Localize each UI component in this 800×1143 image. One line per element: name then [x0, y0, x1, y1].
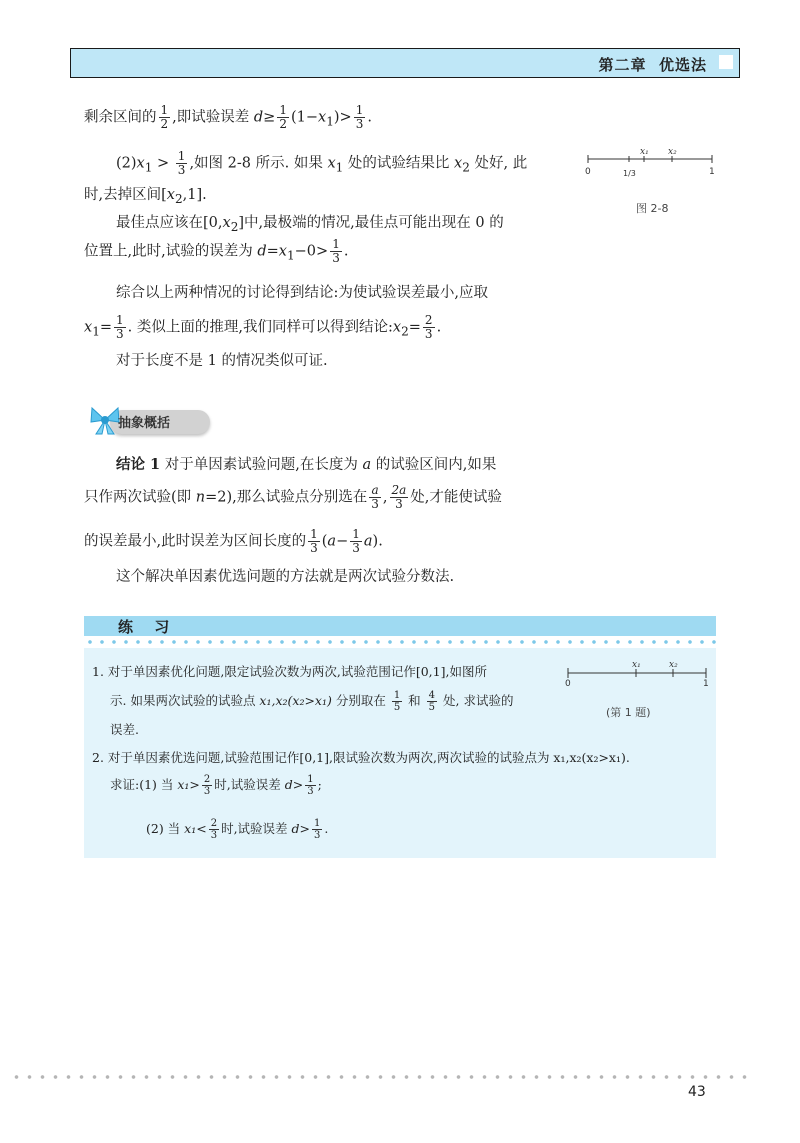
header-square-icon: [719, 55, 733, 69]
exercise-dot-divider: [84, 637, 716, 647]
fraction: $\frac{1}{3}$: [307, 774, 314, 797]
exercise-header-bar: [84, 616, 716, 636]
badge-label: 抽象概括: [118, 416, 171, 431]
fraction: $\frac{2}{3}$: [203, 774, 211, 797]
ribbon-bow-icon: [88, 404, 122, 438]
fraction: $\frac{1}{3}$: [355, 103, 364, 131]
fraction: $\frac{1}{3}$: [332, 237, 340, 265]
exercise-q1-line-2: 示. 如果两次试验的试验点 x₁,x₂(x₂>x₁) 分别取在 $\frac{1}{5}$ 和 $\frac{4}{5}$ 处, 求试验的: [110, 690, 514, 713]
fraction: $\frac{1}{5}$: [393, 690, 401, 713]
exercise-q2-line-2: 求证:(1) 当 x₁> $\frac{2}{3}$ 时,试验误差 d> $\frac{1}{3}$ ;: [110, 774, 322, 797]
fraction: $\frac{2}{3}$: [210, 818, 218, 841]
conclusion-line-4: 这个解决单因素优选问题的方法就是两次试验分数法.: [116, 569, 455, 585]
fraction: $\frac{2a}{3}$: [391, 483, 407, 511]
body-line-8: 对于长度不是 1 的情况类似可证.: [116, 353, 328, 369]
page-number: 43: [688, 1084, 706, 1100]
fraction: $\frac{1}{2}$: [279, 103, 287, 131]
fraction: $\frac{1}{3}$: [116, 313, 124, 341]
label-x2: x₂: [669, 660, 678, 670]
exercise-q1-line-3: 误差.: [110, 722, 139, 737]
conclusion-line-2: 只作两次试验(即 n=2),那么试验点分别选在 $\frac{a}{3}$ , $\frac{2a}{3}$ 处,才能使试验: [84, 483, 502, 511]
fraction: $\frac{4}{5}$: [428, 690, 436, 713]
exercise-q2-line-1: 2. 对于单因素优选问题,试验范围记作[0,1],限试验次数为两次,两次试验的试验点为 x₁,x₂(x₂>x₁).: [92, 750, 630, 765]
conclusion-line-1: 结论 1 对于单因素试验问题,在长度为 a 的试验区间内,如果: [116, 456, 497, 473]
body-line-3: 时,去掉区间$[x_2,1]$.: [84, 187, 207, 206]
fraction: $\frac{1}{3}$: [310, 527, 318, 555]
exercise-1-figure: [560, 656, 720, 690]
body-line-4: 最佳点应该在$[0,x_2]$中,最极端的情况,最佳点可能出现在 0 的: [116, 215, 504, 234]
chapter-title: 第二章 优选法: [598, 56, 707, 74]
label-third: 1/3: [623, 169, 636, 178]
fraction: $\frac{2}{3}$: [424, 313, 433, 341]
body-line-6: 综合以上两种情况的讨论得到结论:为使试验误差最小,应取: [116, 285, 488, 301]
body-line-7: $x_1=$ $\frac{1}{3}$ . 类似上面的推理,我们同样可以得到结论$:x_2=$ $\frac{2}{3}$ .: [84, 313, 442, 341]
label-zero: 0: [565, 679, 571, 689]
figure-2-8: [582, 144, 722, 184]
body-line-2: $(2)x_1$ > $\frac{1}{3}$ ,如图 2-8 所示. 如果 $x_1$ 处的试验结果比 $x_2$ 处好, 此: [116, 149, 528, 177]
conclusion-label: 结论 1: [116, 456, 161, 473]
label-x2: x₂: [668, 147, 677, 157]
figure-caption: 图 2-8: [636, 202, 669, 215]
exercise-q2-line-3: (2) 当 x₁< $\frac{2}{3}$ 时,试验误差 d> $\frac{1}{3}$ .: [146, 818, 329, 841]
exercise-title: 练 习: [118, 618, 178, 636]
exercise-q1-line-1: 1. 对于单因素优化问题,限定试验次数为两次,试验范围记作[0,1],如图所: [92, 664, 487, 679]
label-x1: x₁: [640, 147, 649, 157]
label-one: 1: [709, 167, 715, 177]
exercise-1-figure-caption: (第 1 题): [606, 706, 651, 719]
body-line-5: 位置上,此时,试验的误差为 $d=x_1-0>$ $\frac{1}{3}$ .: [84, 237, 349, 265]
body-line-1: 剩余区间的 $\frac{1}{2}$ ,即试验误差 d≥ $\frac{1}{2}$ $(1-x_1)>$ $\frac{1}{3}$ .: [84, 103, 372, 131]
fraction: $\frac{a}{3}$: [371, 483, 379, 511]
label-x1: x₁: [632, 660, 641, 670]
chapter-header-bar: [70, 48, 740, 78]
fraction: $\frac{1}{3}$: [314, 818, 321, 841]
footer-dot-divider: [10, 1072, 750, 1082]
fraction: $\frac{1}{3}$: [177, 149, 186, 177]
fraction: $\frac{1}{2}$: [160, 103, 169, 131]
label-one: 1: [703, 679, 709, 689]
fraction: $\frac{1}{3}$: [352, 527, 360, 555]
label-zero: 0: [585, 167, 591, 177]
conclusion-line-3: 的误差最小,此时误差为区间长度的 $\frac{1}{3}$ (a− $\frac{1}{3}$ a).: [84, 527, 383, 555]
